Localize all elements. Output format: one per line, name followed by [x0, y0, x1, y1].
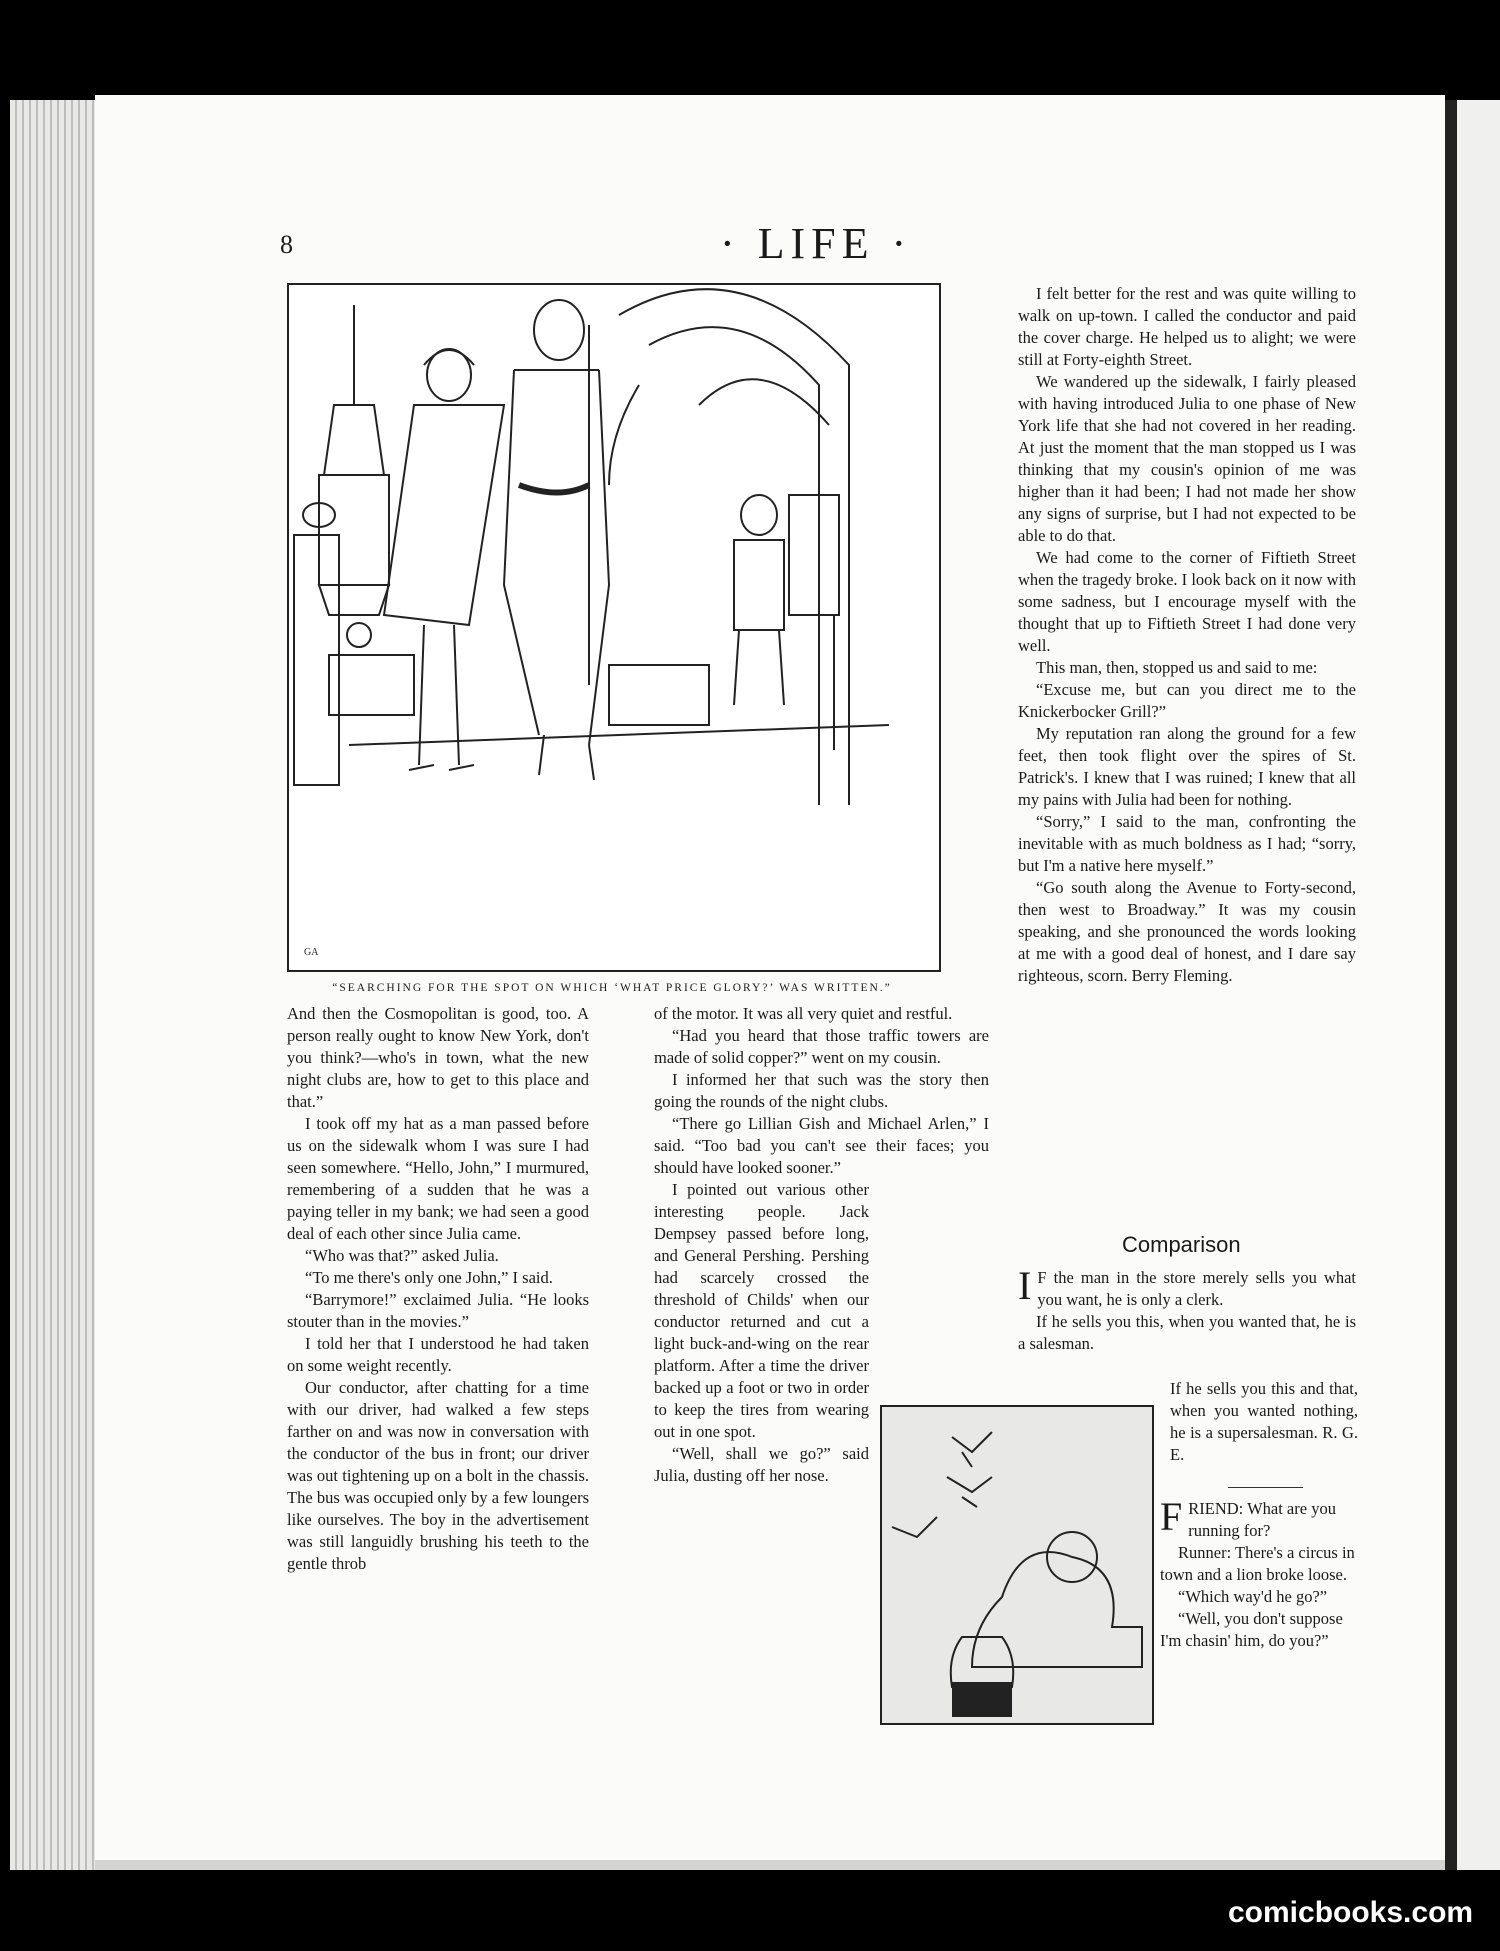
watermark: comicbooks.com: [1228, 1896, 1474, 1929]
section-heading: Comparison: [1122, 1232, 1241, 1257]
paragraph: “Had you heard that those traffic towers are made of solid copper?” went on my cousin.: [654, 1026, 989, 1067]
paragraph: I informed her that such was the story then going the rounds of the night clubs.: [654, 1070, 989, 1111]
paragraph: “There go Lillian Gish and Michael Arlen,” I said. “Too bad you can't see their faces; you should have looked sooner.”: [654, 1114, 989, 1177]
drop-cap: I: [1018, 1263, 1032, 1308]
paragraph: I told her that I understood he had taken on some weight recently.: [287, 1334, 589, 1375]
facing-page-edge: [1445, 100, 1500, 1870]
paragraph: This man, then, stopped us and said to me:: [1036, 658, 1318, 677]
paragraph: “Who was that?” asked Julia.: [305, 1246, 499, 1265]
comparison-text: [1018, 1263, 1356, 1355]
paragraph: We had come to the corner of Fiftieth Street when the tragedy broke. I look back on it now with some sadness, but I encourage myself with the thought that up to Fiftieth Street I had done very well.: [1018, 548, 1356, 655]
paragraph: “Barrymore!” exclaimed Julia. “He looks stouter than in the movies.”: [287, 1290, 589, 1331]
page-number: 8: [280, 230, 293, 259]
comparison-text-end: If he sells you this and that, when you wanted nothing, he is a supersalesman. R. G. E.: [1170, 1379, 1358, 1464]
article-column-1: [287, 1003, 589, 1575]
paragraph: I took off my hat as a man passed before us on the sidewalk whom I was sure I had seen somewhere. “Hello, John,” I murmured, remembering of a sudden that he was a paying teller in my bank; we had seen a good deal of each other since Julia came.: [287, 1114, 589, 1243]
joke-line: RIEND: What are you running for?: [1188, 1499, 1336, 1540]
lion-cartoon: [880, 1405, 1154, 1725]
paragraph: “Excuse me, but can you direct me to the Knickerbocker Grill?”: [1018, 680, 1356, 721]
joke-line: “Well, you don't suppose I'm chasin' him, do you?”: [1160, 1609, 1343, 1650]
paragraph: We wandered up the sidewalk, I fairly pleased with having introduced Julia to one phase of New York life that she had not covered in her reading. At just the moment that the man stopped us I was thinking that my cousin's opinion of me was higher than it had been; I had not made her show any signs of surprise, but I had not expected to be able to do that.: [1018, 372, 1356, 545]
illustration-drawing: [289, 285, 939, 970]
paragraph: Our conductor, after chatting for a time with our driver, had walked a few steps farther on and was now in conversation with the conductor of the bus in front; our driver was out tightening up on a bolt in the chassis. The bus was occupied only by a few loungers like ourselves. The boy in the advertisement was still languidly brushing his teeth to the gentle throb: [287, 1378, 589, 1573]
joke-text: [1160, 1494, 1358, 1652]
paragraph: of the motor. It was all very quiet and restful.: [654, 1004, 953, 1023]
paragraph: “Go south along the Avenue to Forty-second, then west to Broadway.” It was my cousin speaking, and she pronounced the words looking at me with a good deal of honest, and I dare say righteous, scorn. Berry Fleming.: [1018, 878, 1356, 985]
paragraph: I pointed out various other interesting people. Jack Dempsey passed before long, and General Pershing. Pershing had scarcely crossed the threshold of Childs' when our conductor returned and cut a light buck-and-wing on the rear platform. After a time the driver backed up a foot or two in order to keep the tires from wearing out in one spot.: [654, 1180, 869, 1441]
joke-line: “Which way'd he go?”: [1178, 1587, 1328, 1606]
page-stack-edge: [10, 100, 100, 1870]
illustration-caption: “SEARCHING FOR THE SPOT ON WHICH ‘WHAT PRICE GLORY?’ WAS WRITTEN.”: [332, 982, 892, 994]
divider: [1228, 1487, 1303, 1488]
paragraph: “To me there's only one John,” I said.: [305, 1268, 553, 1287]
paragraph: If he sells you this, when you wanted that, he is a salesman.: [1018, 1312, 1356, 1353]
main-illustration: [287, 283, 941, 972]
paragraph: I felt better for the rest and was quite willing to walk on up-town. I called the conductor and paid the cover charge. He helped us to alight; we were still at Forty-eighth Street.: [1018, 284, 1356, 369]
paragraph: And then the Cosmopolitan is good, too. A person really ought to know New York, don't you think?—who's in town, what the new night clubs are, how to get to this place and that.”: [287, 1004, 589, 1111]
paragraph: My reputation ran along the ground for a few feet, then took flight over the spires of St. Patrick's. I knew that I was ruined; I knew that all my pains with Julia had been for nothing.: [1018, 724, 1356, 809]
paragraph: “Well, shall we go?” said Julia, dusting off her nose.: [654, 1444, 869, 1485]
cartoon-drawing: [882, 1407, 1152, 1723]
artist-signature: GA: [304, 947, 319, 958]
article-column-3: [1018, 283, 1356, 987]
drop-cap: F: [1160, 1494, 1183, 1539]
paragraph: F the man in the store merely sells you what you want, he is only a clerk.: [1037, 1268, 1356, 1309]
joke-line: Runner: There's a circus in town and a lion broke loose.: [1160, 1543, 1355, 1584]
page-bottom-shadow: [95, 1860, 1445, 1870]
paragraph: “Sorry,” I said to the man, confronting the inevitable with as much boldness as I had; “sorry, but I'm a native here myself.”: [1018, 812, 1356, 875]
masthead-title: · LIFE ·: [720, 219, 913, 268]
